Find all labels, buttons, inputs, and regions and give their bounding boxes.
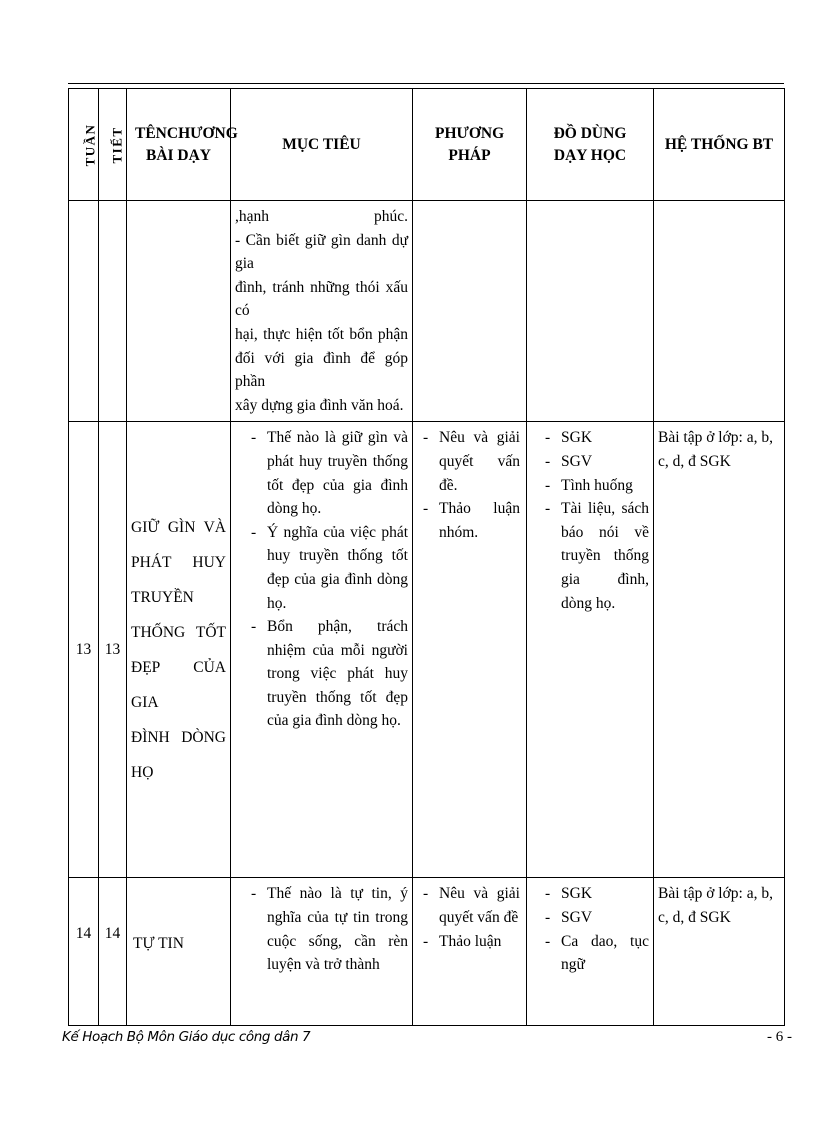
muctieu-line: đối với gia đình để góp phần [235, 349, 408, 391]
cell-he-thong-bt [654, 201, 785, 422]
phuongphap-list [417, 882, 520, 953]
muctieu-line: hại, thực hiện tốt bổn phận [235, 325, 408, 343]
cell-do-dung [527, 201, 654, 422]
footer-title: Kế Hoạch Bộ Môn Giáo dục công dân 7 [62, 1029, 311, 1045]
cell-phuong-phap [413, 422, 527, 878]
cell-phuong-phap [413, 878, 527, 1026]
table-row [69, 878, 785, 1026]
list-item: - SGV [539, 906, 649, 930]
cell-muc-tieu [231, 201, 413, 422]
table-row [69, 422, 785, 878]
cell-ten [127, 201, 231, 422]
header-row [69, 89, 785, 201]
muctieu-line: - Cần biết giữ gìn danh dự gia [235, 231, 408, 273]
table-row [69, 201, 785, 422]
cell-he-thong-bt: Bài tập ở lớp: a, b, c, d, đ SGK [654, 422, 785, 878]
cell-muc-tieu [231, 878, 413, 1026]
header-ten-chuong: TÊNCHƯƠNG BÀI DẠY [127, 89, 231, 201]
ten-line: PHÁT HUY [131, 553, 226, 571]
page-number: - 6 - [767, 1029, 792, 1045]
cell-tiet [99, 201, 127, 422]
header-tuan: TUẦN [69, 89, 99, 201]
cell-tiet: 14 [99, 878, 127, 1026]
cell-do-dung [527, 422, 654, 878]
list-item: - Thảo luận nhóm. [417, 497, 520, 544]
header-do-dung: ĐỒ DÙNG DẠY HỌC [527, 89, 654, 201]
list-item: - Ý nghĩa của việc phát huy truyền thống tốt đẹp của gia đình dòng họ. [245, 521, 408, 615]
cell-tuan: 13 [69, 422, 99, 878]
cell-he-thong-bt: Bài tập ở lớp: a, b, c, d, đ SGK [654, 878, 785, 1026]
cell-ten: TỰ TIN [127, 878, 231, 1026]
header-muc-tieu: MỤC TIÊU [231, 89, 413, 201]
dodung-list [539, 882, 649, 976]
header-he-thong-bt: HỆ THỐNG BT [654, 89, 785, 201]
cell-do-dung [527, 878, 654, 1026]
list-item: - Ca dao, tục ngữ [539, 930, 649, 977]
cell-tuan [69, 201, 99, 422]
list-item: - SGK [539, 882, 649, 906]
muctieu-list [245, 882, 408, 976]
ten-line: HỌ [131, 763, 154, 781]
lesson-plan-table [68, 88, 785, 1026]
muctieu-line: ,hạnh phúc. [235, 208, 408, 225]
list-item: - Tài liệu, sách báo nói về truyền thống gia đình, dòng họ. [539, 497, 649, 615]
ten-line: ĐẸP CỦA GIA [131, 658, 226, 711]
list-item: - Thế nào là giữ gìn và phát huy truyền thống tốt đẹp của gia đình dòng họ. [245, 426, 408, 520]
dodung-list [539, 426, 649, 615]
ten-line: GIỮ GÌN VÀ [131, 518, 226, 536]
list-item: - Tình huống [539, 474, 649, 498]
list-item: - Thế nào là tự tin, ý nghĩa của tự tin trong cuộc sống, cần rèn luyện và trở thành [245, 882, 408, 976]
ten-line: THỐNG TỐT [131, 623, 226, 641]
muctieu-line: xây dựng gia đình văn hoá. [235, 396, 404, 414]
ten-line: ĐÌNH DÒNG [131, 728, 226, 746]
muctieu-line: đình, tránh những thói xấu có [235, 278, 408, 320]
list-item: - Bổn phận, trách nhiệm của mỗi người trong việc phát huy truyền thống tốt đẹp của gia đình dòng họ. [245, 615, 408, 733]
header-phuong-phap: PHƯƠNG PHÁP [413, 89, 527, 201]
phuongphap-list [417, 426, 520, 544]
cell-tuan: 14 [69, 878, 99, 1026]
cell-tiet: 13 [99, 422, 127, 878]
list-item: - SGK [539, 426, 649, 450]
header-tiet: TIẾT [99, 89, 127, 201]
list-item: - Nêu và giải quyết vấn đề. [417, 426, 520, 497]
ten-line: TRUYỀN [131, 588, 194, 606]
cell-muc-tieu [231, 422, 413, 878]
cell-ten [127, 422, 231, 878]
cell-phuong-phap [413, 201, 527, 422]
muctieu-list [245, 426, 408, 733]
list-item: - SGV [539, 450, 649, 474]
list-item: - Thảo luận [417, 930, 520, 954]
list-item: - Nêu và giải quyết vấn đề [417, 882, 520, 929]
top-rule [68, 83, 784, 84]
